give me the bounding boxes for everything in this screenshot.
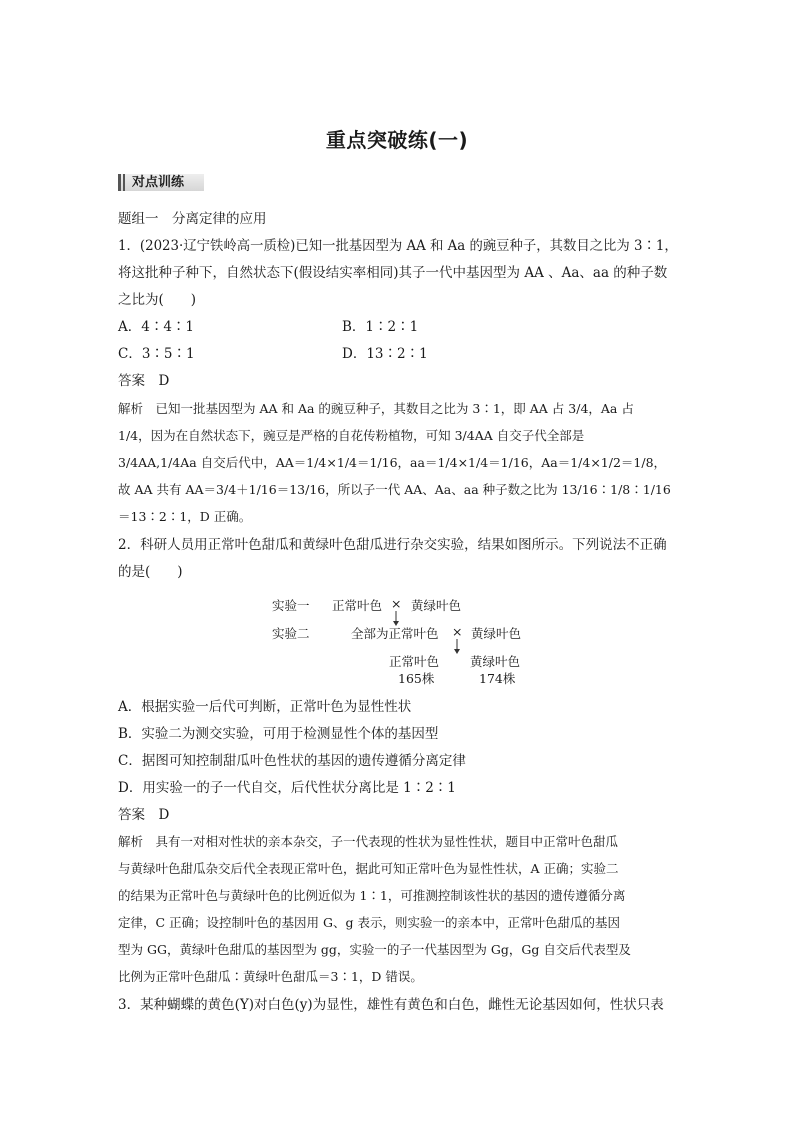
q2-option-c: C．据图可知控制甜瓜叶色性状的基因的遗传遵循分离定律 — [118, 753, 466, 769]
q1-line1: 1．(2023·辽宁铁岭高一质检)已知一批基因型为 AA 和 Aa 的豌豆种子，其数目之比为 3∶1， — [118, 238, 678, 254]
q1-answer: 答案 D — [118, 373, 170, 389]
q1-analysis-line: ＝13∶2∶1，D 正确。 — [118, 509, 252, 524]
q2-answer: 答案 D — [118, 807, 170, 823]
q2-analysis-line: 定律，C 正确；设控制叶色的基因用 G、g 表示，则实验一的亲本中，正常叶色甜瓜的基因 — [118, 915, 620, 930]
offspring2-phenotype: 黄绿叶色 — [470, 654, 521, 669]
section-tab — [118, 174, 204, 191]
q1-line2: 将这批种子种下，自然状态下(假设结实率相同)其子一代中基因型为 AA 、Aa、aa 的种子数 — [118, 265, 668, 281]
cross-symbol: × — [391, 596, 402, 611]
q2-option-b: B．实验二为测交实验，可用于检测显性个体的基因型 — [118, 726, 439, 742]
exp2-parent2: 黄绿叶色 — [471, 626, 522, 641]
cross-symbol: × — [452, 624, 463, 639]
q2-analysis-line: 解析 具有一对相对性状的亲本杂交，子一代表现的性状为显性性状，题目中正常叶色甜瓜 — [118, 834, 619, 849]
offspring2-count: 174株 — [479, 671, 516, 686]
q2-analysis-line: 的结果为正常叶色与黄绿叶色的比例近似为 1∶1，可推测控制该性状的基因的遗传遵循分离 — [118, 888, 626, 903]
q2-line1: 2．科研人员用正常叶色甜瓜和黄绿叶色甜瓜进行杂交实验，结果如图所示。下列说法不正确 — [118, 537, 667, 553]
q1-analysis-line: 解析 已知一批基因型为 AA 和 Aa 的豌豆种子，其数目之比为 3∶1，即 AA 占 3/4，Aa 占 — [118, 401, 634, 416]
q1-analysis-line: 故 AA 共有 AA＝3/4＋1/16＝13/16，所以子一代 AA、Aa、aa 种子数之比为 13/16∶1/8∶1/16 — [118, 482, 671, 497]
tab-bar-decoration — [118, 174, 121, 191]
exp2-parent1: 全部为正常叶色 — [351, 626, 439, 641]
q1-option-c: C．3∶5∶1 — [118, 346, 195, 362]
q2-option-a: A．根据实验一后代可判断，正常叶色为显性性状 — [118, 699, 412, 715]
q1-analysis-line: 3/4AA,1/4Aa 自交后代中，AA＝1/4×1/4＝1/16，aa＝1/4×1/4＝1/16，Aa＝1/4×1/2＝1/8， — [118, 455, 667, 470]
exp2-label: 实验二 — [272, 626, 310, 641]
page-title: 重点突破练(一) — [325, 128, 469, 152]
offspring1-phenotype: 正常叶色 — [389, 654, 440, 669]
q1-analysis-line: 1/4，因为在自然状态下，豌豆是严格的自花传粉植物，可知 3/4AA 自交子代全部是 — [118, 428, 585, 443]
group-heading: 题组一 分离定律的应用 — [118, 211, 267, 227]
q1-option-d: D．13∶2∶1 — [342, 346, 428, 362]
exp1-parent2: 黄绿叶色 — [411, 598, 462, 613]
offspring1-count: 165株 — [398, 671, 435, 686]
q3-line1: 3．某种蝴蝶的黄色(Y)对白色(y)为显性，雄性有黄色和白色，雌性无论基因如何，性状只表 — [118, 997, 664, 1013]
q2-option-d: D．用实验一的子一代自交，后代性状分离比是 1∶2∶1 — [118, 780, 456, 796]
exp1-parent1: 正常叶色 — [332, 598, 383, 613]
exp1-label: 实验一 — [272, 598, 310, 613]
arrow-down-icon — [451, 639, 463, 655]
q2-analysis-line: 与黄绿叶色甜瓜杂交后代全表现正常叶色，据此可知正常叶色为显性性状，A 正确；实验二 — [118, 861, 619, 876]
q2-analysis-line: 型为 GG，黄绿叶色甜瓜的基因型为 gg，实验一的子一代基因型为 Gg，Gg 自交后代表型及 — [118, 942, 631, 957]
q2-analysis-line: 比例为正常叶色甜瓜∶黄绿叶色甜瓜＝3∶1，D 错误。 — [118, 969, 423, 984]
q1-option-b: B．1∶2∶1 — [342, 319, 419, 335]
q2-line2: 的是( ) — [118, 564, 183, 580]
q1-line3: 之比为( ) — [118, 292, 197, 308]
section-tab-label: 对点训练 — [132, 175, 185, 190]
q1-option-a: A．4∶4∶1 — [118, 319, 195, 335]
tab-bar-decoration — [123, 174, 125, 191]
